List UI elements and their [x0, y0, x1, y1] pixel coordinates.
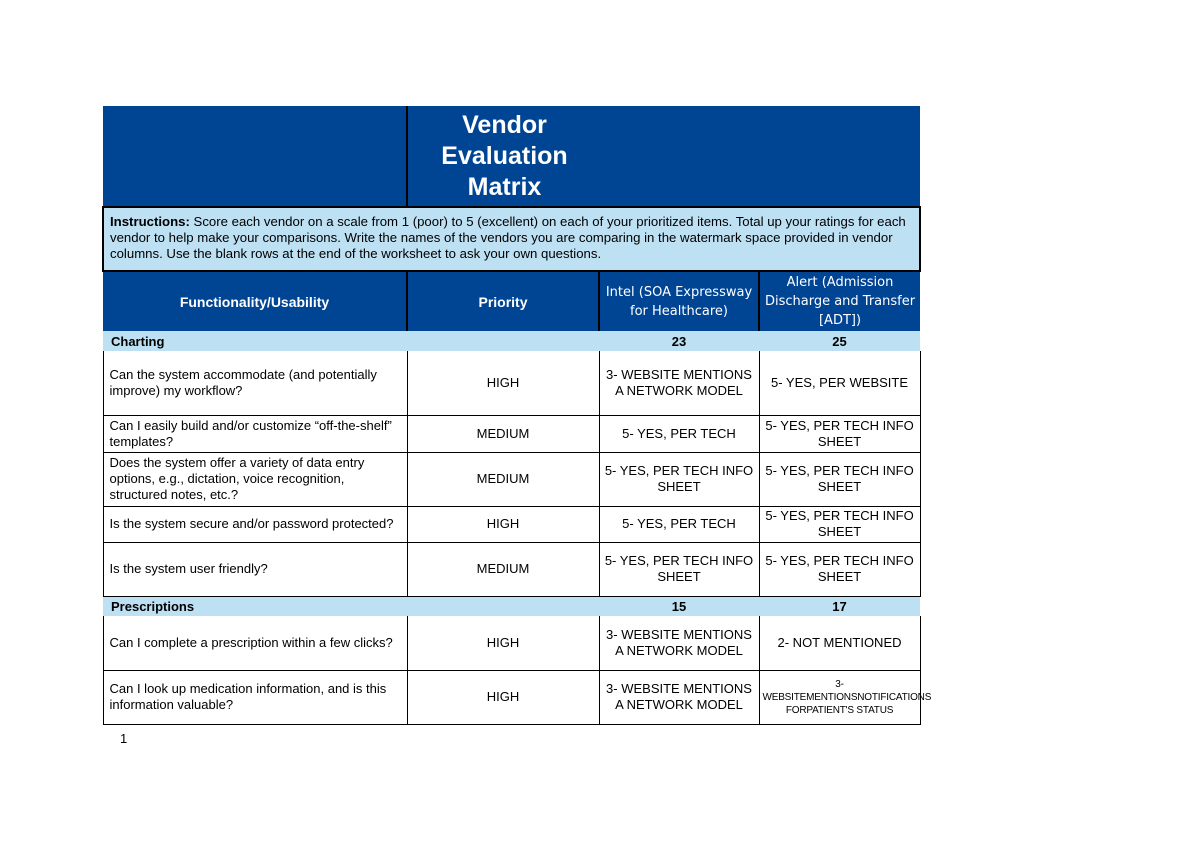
header-priority: Priority [407, 271, 599, 331]
page-number: 1 [120, 731, 128, 746]
priority-cell: MEDIUM [407, 542, 599, 596]
question-cell: Can I complete a prescription within a few clicks? [103, 616, 407, 670]
table-row [103, 351, 920, 415]
vendor-1-rating-cell: 3- WEBSITE MENTIONS A NETWORK MODEL [599, 351, 759, 415]
section-score-vendor-1: 15 [599, 596, 759, 616]
title-row [103, 106, 920, 207]
instructions-cell [103, 207, 920, 271]
vendor-1-rating-cell: 5- YES, PER TECH [599, 415, 759, 452]
vendor-2-rating-cell: 3- WEBSITEMENTIONSNOTIFICATIONS FORPATIENT'S STATUS [759, 670, 920, 724]
table-row [103, 452, 920, 506]
instructions-label: Instructions: [110, 214, 190, 229]
vendor-1-rating-cell: 3- WEBSITE MENTIONS A NETWORK MODEL [599, 616, 759, 670]
title-line-2: Evaluation [441, 142, 568, 170]
vendor-1-rating-cell: 5- YES, PER TECH INFO SHEET [599, 542, 759, 596]
page-title [408, 106, 601, 203]
question-cell: Is the system user friendly? [103, 542, 407, 596]
question-cell: Is the system secure and/or password protected? [103, 506, 407, 542]
vendor-1-rating-cell: 5- YES, PER TECH INFO SHEET [599, 452, 759, 506]
section-spacer [407, 596, 599, 616]
vendor-1-rating-cell: 5- YES, PER TECH [599, 506, 759, 542]
vendor-1-rating-cell: 3- WEBSITE MENTIONS A NETWORK MODEL [599, 670, 759, 724]
section-row [103, 596, 920, 616]
question-cell: Does the system offer a variety of data entry options, e.g., dictation, voice recognition, structured notes, etc.? [103, 452, 407, 506]
vendor-2-rating-cell: 5- YES, PER TECH INFO SHEET [759, 415, 920, 452]
column-header-row [103, 271, 920, 331]
title-line-3: Matrix [467, 173, 542, 201]
vendor-evaluation-table [102, 106, 932, 725]
section-spacer [407, 331, 599, 351]
title-line-1: Vendor [462, 111, 547, 139]
section-label: Prescriptions [103, 596, 407, 616]
priority-cell: HIGH [407, 351, 599, 415]
header-vendor-2: Alert (Admission Discharge and Transfer [ADT]) [759, 271, 920, 331]
priority-cell: HIGH [407, 670, 599, 724]
table-row [103, 506, 920, 542]
table-row [103, 415, 920, 452]
table-body [103, 331, 932, 724]
priority-cell: HIGH [407, 506, 599, 542]
question-cell: Can I easily build and/or customize “off-the-shelf” templates? [103, 415, 407, 452]
vendor-2-rating-cell: 5- YES, PER WEBSITE [759, 351, 920, 415]
instructions-text: Score each vendor on a scale from 1 (poor) to 5 (excellent) on each of your prioritized items. Total up your ratings for each vendor to help make your comparisons. Write the names of the vendors you are comparing in the watermark space provided in vendor columns. Use the blank rows at the end of the worksheet to ask your own questions. [110, 214, 906, 261]
section-row [103, 331, 920, 351]
vendor-2-rating-cell: 2- NOT MENTIONED [759, 616, 920, 670]
section-label: Charting [103, 331, 407, 351]
vendor-2-rating-cell: 5- YES, PER TECH INFO SHEET [759, 506, 920, 542]
header-vendor-1: Intel (SOA Expressway for Healthcare) [599, 271, 759, 331]
priority-cell: MEDIUM [407, 415, 599, 452]
table-row [103, 670, 920, 724]
title-cell [407, 106, 920, 207]
vendor-2-rating-cell: 5- YES, PER TECH INFO SHEET [759, 542, 920, 596]
priority-cell: MEDIUM [407, 452, 599, 506]
question-cell: Can I look up medication information, and is this information valuable? [103, 670, 407, 724]
instructions-row [103, 207, 920, 271]
section-score-vendor-2: 25 [759, 331, 920, 351]
question-cell: Can the system accommodate (and potentially improve) my workflow? [103, 351, 407, 415]
section-score-vendor-2: 17 [759, 596, 920, 616]
table-row [103, 616, 920, 670]
priority-cell: HIGH [407, 616, 599, 670]
section-score-vendor-1: 23 [599, 331, 759, 351]
table-row [103, 542, 920, 596]
vendor-2-rating-cell: 5- YES, PER TECH INFO SHEET [759, 452, 920, 506]
title-blank-cell [103, 106, 407, 207]
header-functionality: Functionality/Usability [103, 271, 407, 331]
